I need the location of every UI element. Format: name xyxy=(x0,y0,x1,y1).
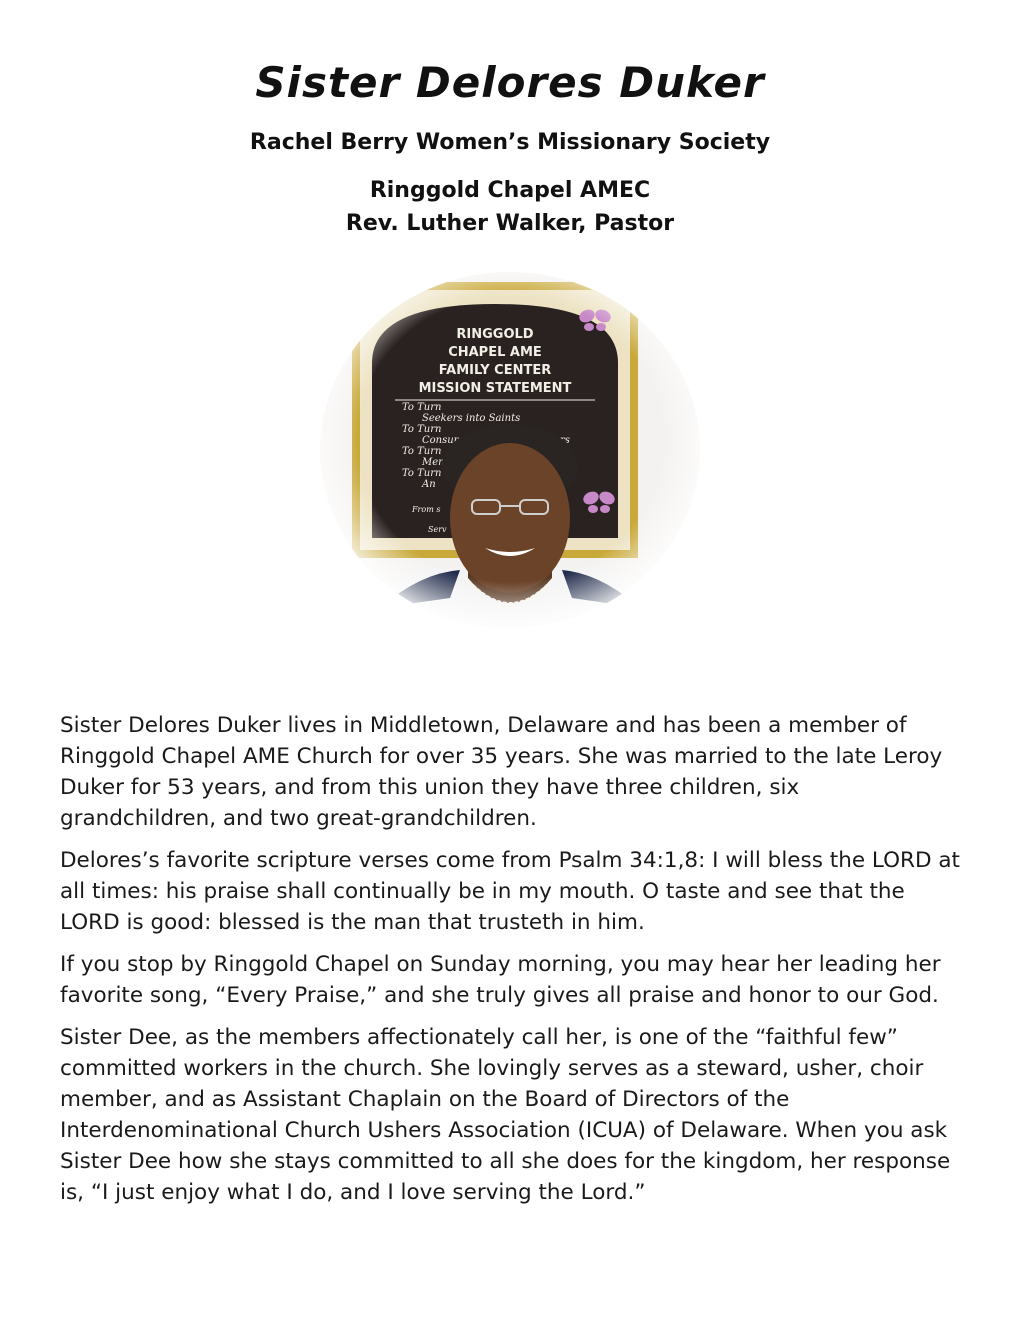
biography xyxy=(60,710,960,1219)
portrait-photo xyxy=(300,268,720,648)
bio-paragraph: Sister Dee, as the members affectionately call her, is one of the “faithful few” committed workers in the church. She lovingly serves as a steward, usher, choir member, and as Assistant Chaplain on the Board of Directors of the Interdenominational Church Ushers Association (ICUA) of Delaware. When you ask Sister Dee how she stays committed to all she does for the kingdom, her response is, “I just enjoy what I do, and I love serving the Lord.” xyxy=(60,1025,951,1205)
society-name: Rachel Berry Women’s Missionary Society xyxy=(249,130,771,155)
page-title: Sister Delores Duker xyxy=(255,58,765,107)
bio-paragraph: If you stop by Ringgold Chapel on Sunday morning, you may hear her leading her favorite song, “Every Praise,” and she truly gives all praise and honor to our God. xyxy=(60,952,941,1008)
pastor-name: Rev. Luther Walker, Pastor xyxy=(345,211,675,236)
church-name: Ringgold Chapel AMEC xyxy=(369,178,651,203)
bio-paragraph: Sister Delores Duker lives in Middletown, Delaware and has been a member of Ringgold Chapel AME Church for over 35 years. She was married to the late Leroy Duker for 53 years, and from this union they have three children, six grandchildren, and two great-grandchildren. xyxy=(60,713,943,831)
bio-paragraph: Delores’s favorite scripture verses come from Psalm 34:1,8: I will bless the LORD at all times: his praise shall continually be in my mouth. O taste and see that the LORD is good: blessed is the man that trusteth in him. xyxy=(60,848,960,935)
